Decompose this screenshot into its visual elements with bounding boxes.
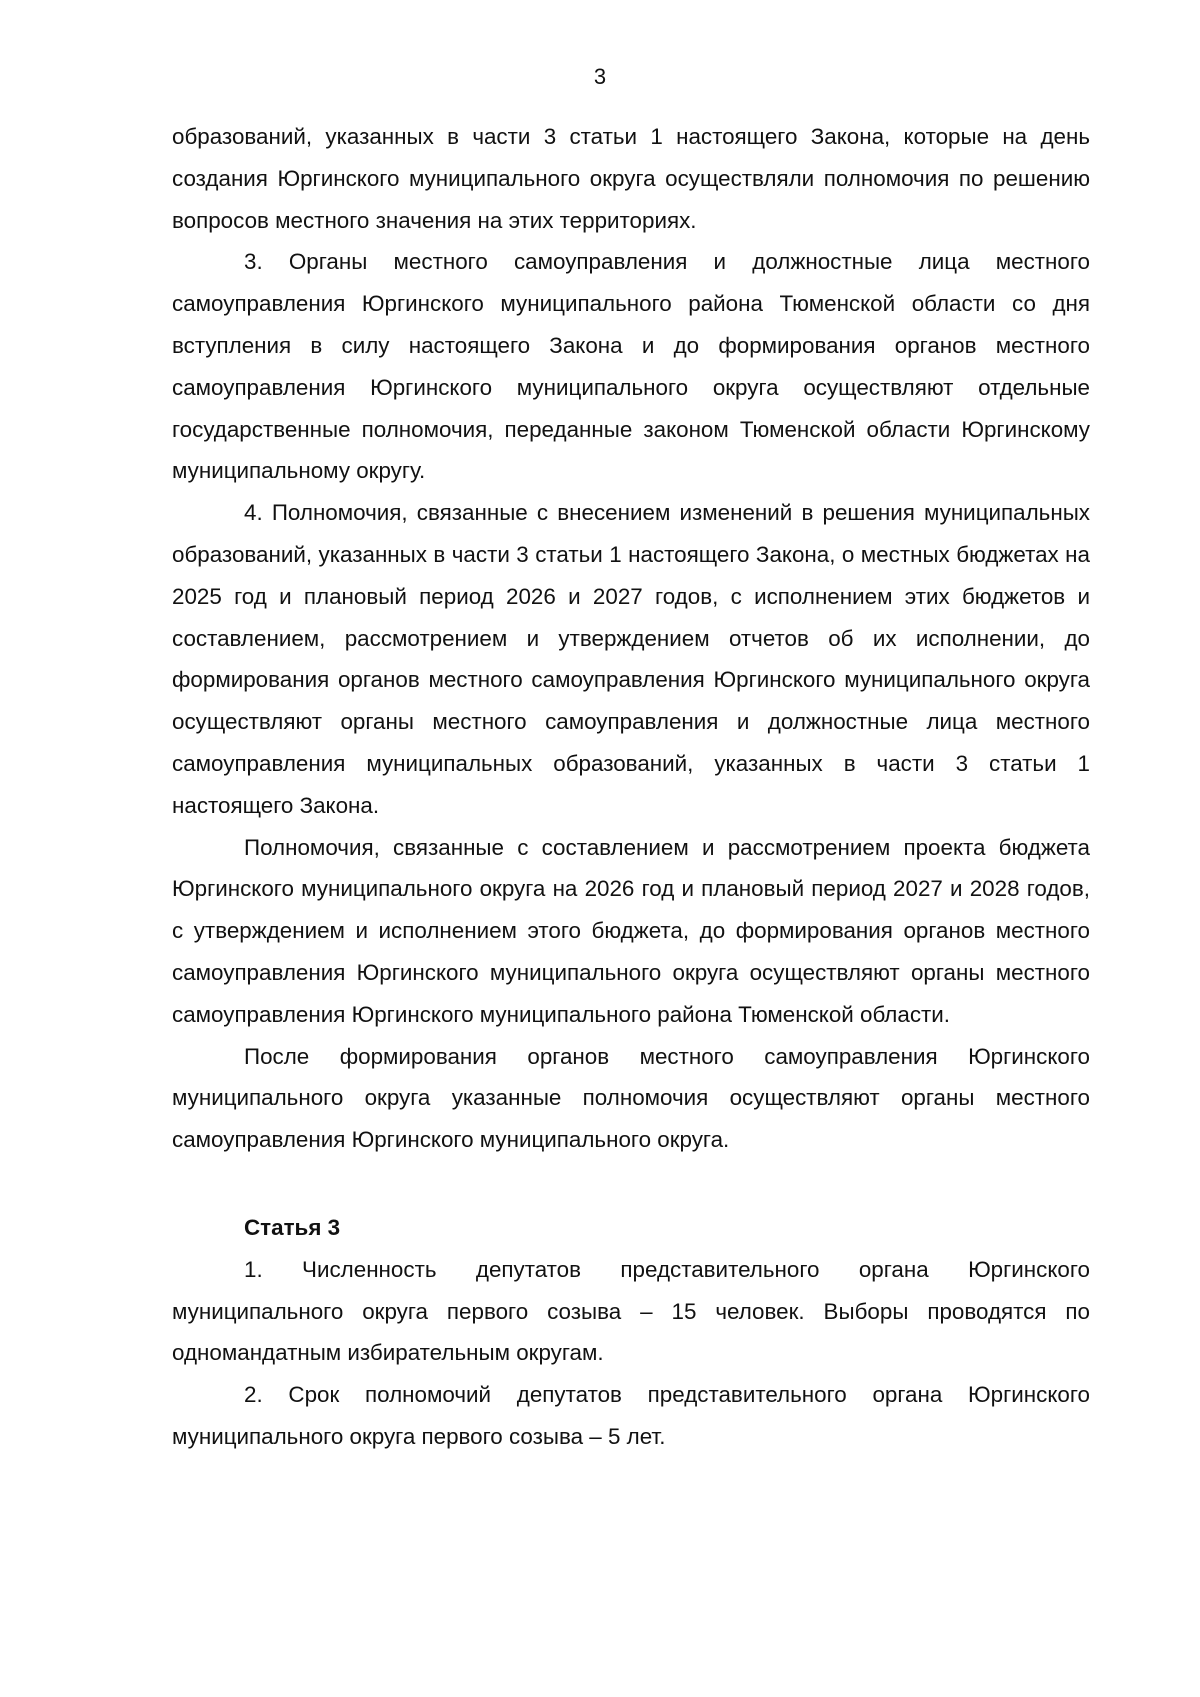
paragraph-part-4: 4. Полномочия, связанные с внесением изменений в решения муниципальных образований, указанных в части 3 статьи 1 настоящего Закона, о местных бюджетах на 2025 год и плановый период 2026 и 2027 годов, с исполнением этих бюджетов и составлением, рассмотрением и утверждением отчетов об их исполнении, до формирования органов местного самоуправления Юргинского муниципального округа осуществляют органы местного самоуправления и должностные лица местного самоуправления муниципальных образований, указанных в части 3 статьи 1 настоящего Закона. [172, 500, 1090, 818]
paragraph-after-formation: После формирования органов местного самоуправления Юргинского муниципального округа указанные полномочия осуществляют органы местного самоуправления Юргинского муниципального округа. [172, 1043, 1090, 1153]
article-heading: Статья 3 [244, 1214, 341, 1240]
paragraph-part-3: 3. Органы местного самоуправления и должностные лица местного самоуправления Юргинского муниципального района Тюменской области со дня вступления в силу настоящего Закона и до формирования органов местного самоуправления Юргинского муниципального округа осуществляют отдельные государственные полномочия, переданные законом Тюменской области Юргинскому муниципальному округу. [172, 249, 1090, 484]
paragraph-article-3-part-1: 1. Численность депутатов представительного органа Юргинского муниципального округа первого созыва – 15 человек. Выборы проводятся по одномандатным избирательным округам. [172, 1256, 1090, 1366]
paragraph-budget-powers: Полномочия, связанные с составлением и рассмотрением проекта бюджета Юргинского муниципального округа на 2026 год и плановый период 2027 и 2028 годов, с утверждением и исполнением этого бюджета, до формирования органов местного самоуправления Юргинского муниципального округа осуществляют органы местного самоуправления Юргинского муниципального района Тюменской области. [172, 834, 1090, 1027]
paragraph-continuation: образований, указанных в части 3 статьи 1 настоящего Закона, которые на день создания Юргинского муниципального округа осуществляли полномочия по решению вопросов местного значения на этих территориях. [172, 124, 1090, 233]
paragraph-article-3-part-2: 2. Срок полномочий депутатов представительного органа Юргинского муниципального округа первого созыва – 5 лет. [172, 1382, 1090, 1449]
document-body [172, 116, 1090, 1458]
page-number: 3 [593, 64, 607, 89]
